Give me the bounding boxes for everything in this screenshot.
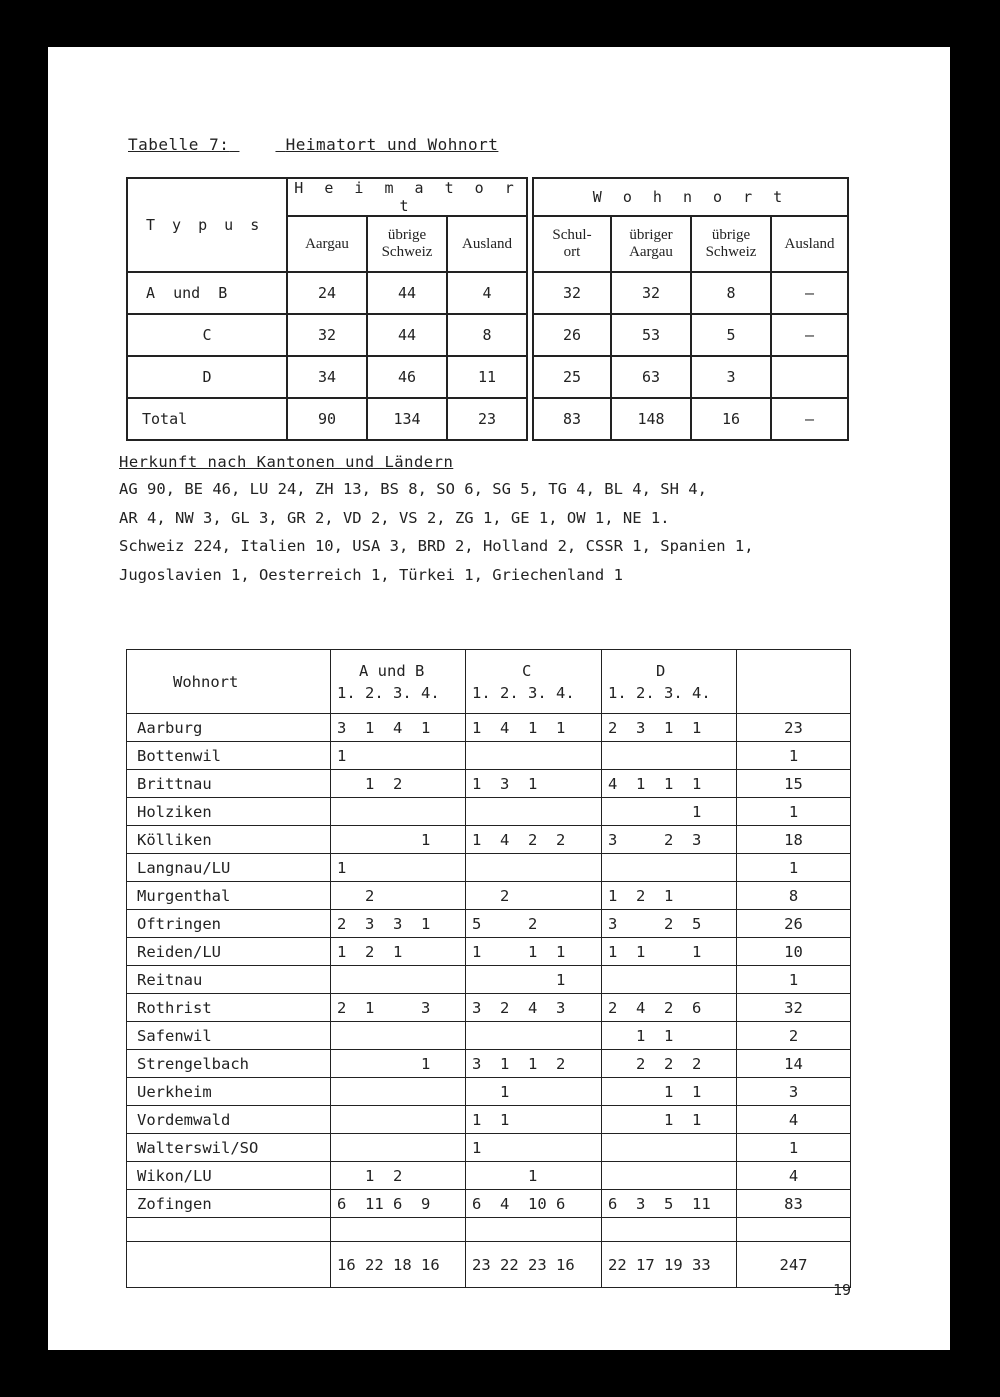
cell-d: 2 2 2 <box>602 1050 737 1078</box>
cell: 11 <box>447 356 527 398</box>
cell-ab: 1 2 <box>331 770 466 798</box>
col-uebrige-schweiz <box>367 216 447 272</box>
row-typus: A und B <box>127 272 287 314</box>
cell-total: 1 <box>737 1134 851 1162</box>
cell: 3 <box>691 356 771 398</box>
table-row-total <box>127 398 848 440</box>
table-row <box>127 742 851 770</box>
table-row <box>127 798 851 826</box>
table-row <box>127 1162 851 1190</box>
cell-ab: 3 1 4 1 <box>331 714 466 742</box>
cell: 134 <box>367 398 447 440</box>
group-name: A und B <box>359 661 425 680</box>
sum-ab: 16 22 18 16 <box>331 1242 466 1288</box>
cell-total: 4 <box>737 1106 851 1134</box>
cell: 44 <box>367 272 447 314</box>
cell: – <box>771 314 848 356</box>
cell-d <box>602 966 737 994</box>
table-row <box>127 1190 851 1218</box>
herkunft-heading: Herkunft nach Kantonen und Ländern <box>119 453 454 471</box>
cell-ab <box>331 1134 466 1162</box>
wohnort-name: Walterswil/SO <box>127 1134 331 1162</box>
cell-c: 1 3 1 <box>466 770 602 798</box>
cell-ab: 1 <box>331 826 466 854</box>
cell-d: 1 1 1 <box>602 938 737 966</box>
cell-d: 1 1 <box>602 1078 737 1106</box>
cell-ab: 1 <box>331 854 466 882</box>
cell-total: 10 <box>737 938 851 966</box>
table-row <box>127 966 851 994</box>
cell-ab: 6 11 6 9 <box>331 1190 466 1218</box>
wohnort-name: Langnau/LU <box>127 854 331 882</box>
cell: 32 <box>287 314 367 356</box>
cell-d: 3 2 3 <box>602 826 737 854</box>
table-row <box>127 1078 851 1106</box>
cell-ab: 2 1 3 <box>331 994 466 1022</box>
cell-total: 26 <box>737 910 851 938</box>
wohnort-name: Rothrist <box>127 994 331 1022</box>
cell: 8 <box>447 314 527 356</box>
cell: 4 <box>447 272 527 314</box>
row-typus: Total <box>127 398 287 440</box>
cell: 25 <box>533 356 611 398</box>
col-uebriger-aargau <box>611 216 691 272</box>
table-row <box>127 938 851 966</box>
table-row <box>127 1106 851 1134</box>
cell-c: 1 1 <box>466 1106 602 1134</box>
cell: 148 <box>611 398 691 440</box>
col-schulort <box>533 216 611 272</box>
cell-c <box>466 854 602 882</box>
cell-ab: 1 2 <box>331 1162 466 1190</box>
table-row <box>127 770 851 798</box>
group-header-c <box>466 650 602 714</box>
herkunft-line-3: Schweiz 224, Italien 10, USA 3, BRD 2, Holland 2, CSSR 1, Spanien 1, <box>119 537 754 555</box>
wohnort-name: Bottenwil <box>127 742 331 770</box>
cell-d <box>602 1134 737 1162</box>
cell: 32 <box>611 272 691 314</box>
cell-total: 1 <box>737 854 851 882</box>
cell-c: 6 4 10 6 <box>466 1190 602 1218</box>
cell-total: 1 <box>737 742 851 770</box>
group-header-ab <box>331 650 466 714</box>
cell-c: 3 2 4 3 <box>466 994 602 1022</box>
cell-c: 1 4 2 2 <box>466 826 602 854</box>
cell-c: 1 <box>466 1078 602 1106</box>
table-row <box>127 272 848 314</box>
col-uebrige-schweiz-line1: übrige <box>387 227 427 243</box>
wohnort-name: Vordemwald <box>127 1106 331 1134</box>
group-header-d <box>602 650 737 714</box>
cell-c: 1 1 1 <box>466 938 602 966</box>
cell-ab <box>331 1022 466 1050</box>
cell <box>127 1242 331 1288</box>
cell-ab: 2 <box>331 882 466 910</box>
wohnort-name: Reiden/LU <box>127 938 331 966</box>
cell-total: 15 <box>737 770 851 798</box>
col-schulort-line1: Schul- <box>552 227 592 243</box>
table-row <box>127 854 851 882</box>
cell: 26 <box>533 314 611 356</box>
cell-ab <box>331 798 466 826</box>
wohnort-name: Zofingen <box>127 1190 331 1218</box>
caption-prefix: Tabelle 7: <box>128 135 230 154</box>
sum-total: 247 <box>737 1242 851 1288</box>
cell-ab: 1 2 1 <box>331 938 466 966</box>
col-aargau: Aargau <box>287 216 367 272</box>
cell: 24 <box>287 272 367 314</box>
heimatort-header: H e i m a t o r t <box>287 178 527 216</box>
table-row <box>127 714 851 742</box>
heimatort-wohnort-table <box>126 177 849 441</box>
cell <box>737 1218 851 1242</box>
col-uebriger-aargau-line2: Aargau <box>629 244 673 260</box>
cell-d: 2 4 2 6 <box>602 994 737 1022</box>
cell-d: 1 1 <box>602 1022 737 1050</box>
group-name: D <box>656 661 666 680</box>
col-w-uebrige-schweiz-line2: Schweiz <box>705 244 757 260</box>
cell-d: 4 1 1 1 <box>602 770 737 798</box>
cell-total: 1 <box>737 966 851 994</box>
caption-text: Heimatort und Wohnort <box>285 135 499 154</box>
wohnort-name: Oftringen <box>127 910 331 938</box>
herkunft-line-2: AR 4, NW 3, GL 3, GR 2, VD 2, VS 2, ZG 1, GE 1, OW 1, NE 1. <box>119 508 670 527</box>
wohnort-name: Kölliken <box>127 826 331 854</box>
cell-d: 1 <box>602 798 737 826</box>
cell: 44 <box>367 314 447 356</box>
cell-d: 2 3 1 1 <box>602 714 737 742</box>
cell: 8 <box>691 272 771 314</box>
cell-total: 23 <box>737 714 851 742</box>
cell-ab <box>331 1078 466 1106</box>
cell-total: 14 <box>737 1050 851 1078</box>
cell-c: 1 <box>466 966 602 994</box>
table-row <box>127 826 851 854</box>
cell <box>127 1218 331 1242</box>
cell <box>331 1218 466 1242</box>
cell-d <box>602 1162 737 1190</box>
group-sub: 1. 2. 3. 4. <box>337 683 440 702</box>
row-typus: D <box>127 356 287 398</box>
cell: 63 <box>611 356 691 398</box>
table-caption <box>128 135 498 154</box>
wohnort-name: Uerkheim <box>127 1078 331 1106</box>
cell-ab <box>331 966 466 994</box>
cell: 53 <box>611 314 691 356</box>
cell: 16 <box>691 398 771 440</box>
cell-c: 1 4 1 1 <box>466 714 602 742</box>
document-page <box>48 47 950 1350</box>
col-w-uebrige-schweiz <box>691 216 771 272</box>
cell-c <box>466 1022 602 1050</box>
cell: 5 <box>691 314 771 356</box>
wohnort-name: Wikon/LU <box>127 1162 331 1190</box>
cell-c <box>466 742 602 770</box>
row-typus: C <box>127 314 287 356</box>
wohnort-name: Strengelbach <box>127 1050 331 1078</box>
wohnort-name: Reitnau <box>127 966 331 994</box>
cell-total: 83 <box>737 1190 851 1218</box>
table-row <box>127 1022 851 1050</box>
cell-total: 32 <box>737 994 851 1022</box>
cell-total: 2 <box>737 1022 851 1050</box>
cell: 34 <box>287 356 367 398</box>
col-w-ausland: Ausland <box>771 216 848 272</box>
wohnort-name: Brittnau <box>127 770 331 798</box>
cell-d: 1 2 1 <box>602 882 737 910</box>
cell-c: 2 <box>466 882 602 910</box>
cell-d: 6 3 5 11 <box>602 1190 737 1218</box>
cell-d: 3 2 5 <box>602 910 737 938</box>
cell <box>771 356 848 398</box>
cell <box>602 1218 737 1242</box>
cell-total: 4 <box>737 1162 851 1190</box>
typus-header: T y p u s <box>127 178 287 272</box>
col-schulort-line2: ort <box>563 244 581 260</box>
col-uebriger-aargau-line1: übriger <box>629 227 673 243</box>
table-row <box>127 882 851 910</box>
wohnort-header: Wohnort <box>127 650 331 714</box>
cell: 32 <box>533 272 611 314</box>
wohnort-table <box>126 649 851 1288</box>
sum-d: 22 17 19 33 <box>602 1242 737 1288</box>
table-row <box>127 1134 851 1162</box>
wohnort-name: Aarburg <box>127 714 331 742</box>
cell-c: 3 1 1 2 <box>466 1050 602 1078</box>
cell-d: 1 1 <box>602 1106 737 1134</box>
table-row <box>127 314 848 356</box>
cell: 83 <box>533 398 611 440</box>
cell: 23 <box>447 398 527 440</box>
sum-c: 23 22 23 16 <box>466 1242 602 1288</box>
wohnort-header: W o h n o r t <box>533 178 848 216</box>
wohnort-name: Safenwil <box>127 1022 331 1050</box>
cell-total: 8 <box>737 882 851 910</box>
cell-d <box>602 854 737 882</box>
group-sub: 1. 2. 3. 4. <box>608 683 711 702</box>
wohnort-name: Murgenthal <box>127 882 331 910</box>
cell-c: 5 2 <box>466 910 602 938</box>
cell: 90 <box>287 398 367 440</box>
table-row <box>127 356 848 398</box>
col-w-uebrige-schweiz-line1: übrige <box>711 227 751 243</box>
cell-c <box>466 798 602 826</box>
table-row <box>127 910 851 938</box>
group-name: C <box>522 661 532 680</box>
total-header <box>737 650 851 714</box>
sum-row <box>127 1242 851 1288</box>
cell: – <box>771 398 848 440</box>
cell-c: 1 <box>466 1162 602 1190</box>
herkunft-line-4: Jugoslavien 1, Oesterreich 1, Türkei 1, Griechenland 1 <box>119 565 623 584</box>
page-number: 19 <box>833 1281 852 1299</box>
cell-ab <box>331 1106 466 1134</box>
cell-ab: 2 3 3 1 <box>331 910 466 938</box>
cell-total: 18 <box>737 826 851 854</box>
blank-row <box>127 1218 851 1242</box>
table-row <box>127 994 851 1022</box>
cell: 46 <box>367 356 447 398</box>
table-row <box>127 1050 851 1078</box>
cell-ab: 1 <box>331 1050 466 1078</box>
wohnort-name: Holziken <box>127 798 331 826</box>
cell-d <box>602 742 737 770</box>
cell-total: 1 <box>737 798 851 826</box>
herkunft-line-1: AG 90, BE 46, LU 24, ZH 13, BS 8, SO 6, SG 5, TG 4, BL 4, SH 4, <box>119 480 707 498</box>
group-sub: 1. 2. 3. 4. <box>472 683 575 702</box>
cell-ab: 1 <box>331 742 466 770</box>
col-ausland: Ausland <box>447 216 527 272</box>
cell: – <box>771 272 848 314</box>
col-uebrige-schweiz-line2: Schweiz <box>381 244 433 260</box>
cell <box>466 1218 602 1242</box>
cell-total: 3 <box>737 1078 851 1106</box>
cell-c: 1 <box>466 1134 602 1162</box>
herkunft-section <box>119 449 754 589</box>
